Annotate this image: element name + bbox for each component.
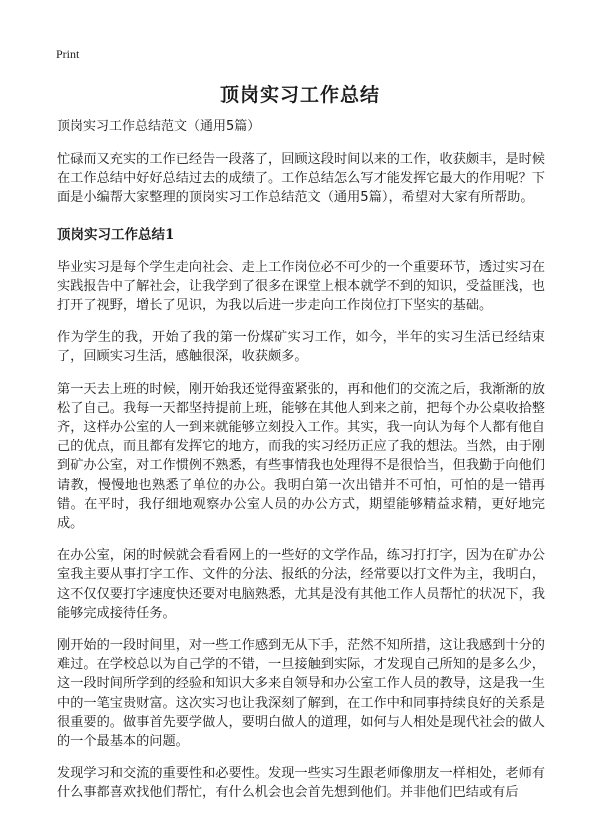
section-heading: 顶岗实习工作总结1 <box>57 226 175 243</box>
intro-paragraph: 忙碌而又充实的工作已经告一段落了，回顾这段时间以来的工作，收获颇丰，是时候在工作总结中好好总结过去的成绩了。工作总结怎么写才能发挥它最大的作用呢？下面是小编帮大家整理的顶岗实习工作总结范文（通用5篇），希望对大家有所帮助。 <box>57 152 545 206</box>
document-title: 顶岗实习工作总结 <box>219 84 380 106</box>
body-paragraph: 在办公室，闲的时候就会看看网上的一些好的文学作品，练习打打字，因为在矿办公室我主要从事打字工作、文件的分法、报纸的分法，经常要以打文件为主，我明白，这不仅仅要打字速度快还要对电脑熟悉，尤其是没有其他工作人员帮忙的状况下，我能够完成接待任务。 <box>57 548 545 621</box>
document-subtitle: 顶岗实习工作总结范文（通用5篇） <box>57 119 261 134</box>
body-paragraph: 刚开始的一段时间里，对一些工作感到无从下手，茫然不知所措，这让我感到十分的难过。在学校总以为自己学的不错，一旦接触到实际，才发现自己所知的是多么少，这一段时间所学到的经验和知识大多来自领导和办公室工作人员的教导，这是我一生中的一笔宝贵财富。这次实习也让我深刻了解到，在工作中和同事持续良好的关系是很重要的。做事首先要学做人，要明白做人的道理，如何与人相处是现代社会的做人的一个最基本的问题。 <box>57 638 545 750</box>
body-paragraph: 发现学习和交流的重要性和必要性。发现一些实习生跟老师像朋友一样相处，老师有什么事都喜欢找他们帮忙，有什么机会也会首先想到他们。并非他们巴结或有后 <box>57 766 545 801</box>
document-body <box>57 118 545 816</box>
body-paragraph: 毕业实习是每个学生走向社会、走上工作岗位必不可少的一个重要环节，透过实习在实践报告中了解社会，让我学到了很多在课堂上根本就学不到的知识，受益匪浅，也打开了视野，增长了见识，为我以后进一步走向工作岗位打下坚实的基础。 <box>57 259 545 314</box>
print-link[interactable]: Print <box>56 47 80 61</box>
body-paragraph: 第一天去上班的时候，刚开始我还觉得蛮紧张的，再和他们的交流之后，我渐渐的放松了自己。我每一天都坚持提前上班，能够在其他人到来之前，把每个办公桌收拾整齐，这样办公室的人一到来就能够立刻投入工作。其实，我一向认为每个人都有他自己的优点，而且都有发挥它的地方，而我的实习经历正应了我的想法。当然，由于刚到矿办公室，对工作惯例不熟悉，有些事情我也处理得不是很恰当，但我勤于向他们请教，慢慢地也熟悉了单位的办公。我明白第一次出错并不可怕，可怕的是一错再错。在平时，我仔细地观察办公室人员的办公方式，期望能够精益求精，更好地完成。 <box>57 381 545 532</box>
body-paragraph: 作为学生的我，开始了我的第一份煤矿实习工作，如今，半年的实习生活已经结束了，回顾实习生活，感触很深，收获颇多。 <box>57 330 545 365</box>
